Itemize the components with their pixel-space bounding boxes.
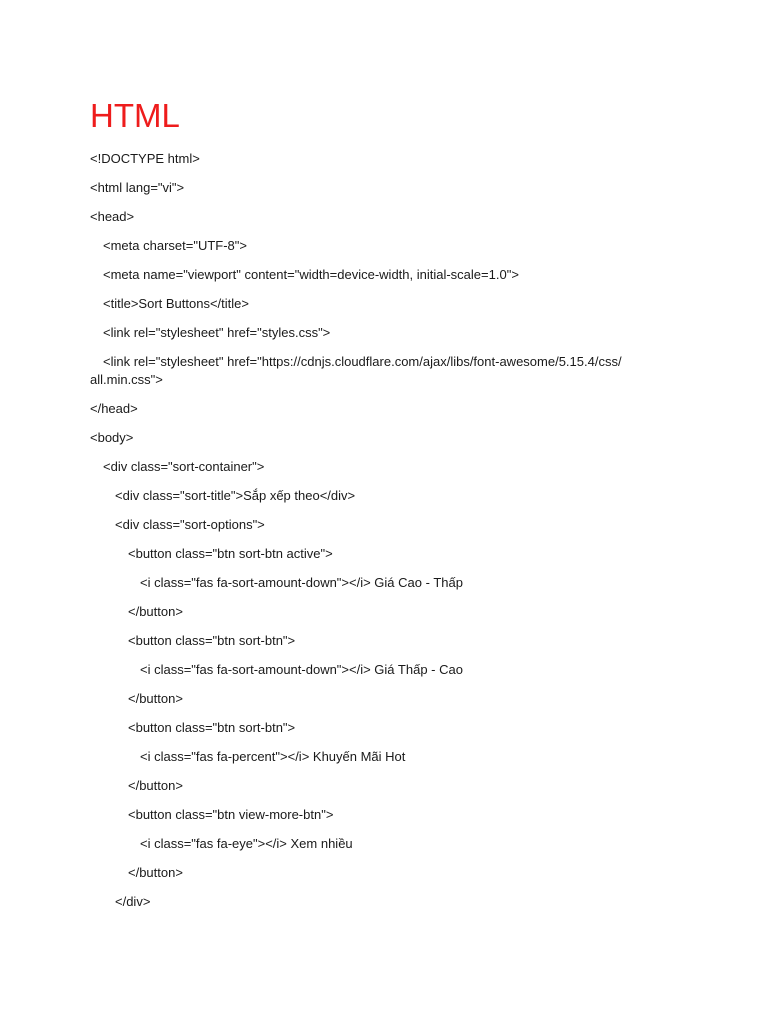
code-line: <i class="fas fa-sort-amount-down"></i> Giá Thấp - Cao: [140, 662, 463, 677]
code-line: <div class="sort-title">Sắp xếp theo</div>: [115, 488, 356, 503]
code-line: <html lang="vi">: [90, 180, 185, 195]
code-line: <i class="fas fa-sort-amount-down"></i> Giá Cao - Thấp: [140, 575, 463, 590]
code-line: <head>: [90, 209, 135, 224]
code-line: <meta charset="UTF-8">: [103, 238, 247, 253]
code-line: <link rel="stylesheet" href="https://cdnjs.cloudflare.com/ajax/libs/font-awesome/5.15.4/css/: [103, 354, 622, 369]
code-line: <title>Sort Buttons</title>: [103, 296, 249, 311]
document-heading: HTML: [90, 97, 180, 134]
code-line: </div>: [115, 894, 151, 909]
code-line: </button>: [128, 604, 183, 619]
code-line: </button>: [128, 865, 183, 880]
code-line: <meta name="viewport" content="width=device-width, initial-scale=1.0">: [103, 267, 519, 282]
code-line: <i class="fas fa-percent"></i> Khuyến Mãi Hot: [140, 749, 406, 764]
code-line: <button class="btn sort-btn">: [128, 720, 296, 735]
code-line: <!DOCTYPE html>: [90, 151, 200, 166]
code-line: <div class="sort-container">: [103, 459, 265, 474]
code-line: </button>: [128, 778, 183, 793]
code-line: <button class="btn view-more-btn">: [128, 807, 334, 822]
code-line-continued: all.min.css">: [90, 372, 163, 387]
code-listing: [90, 150, 650, 922]
code-line: <i class="fas fa-eye"></i> Xem nhiều: [140, 836, 353, 851]
code-line: <div class="sort-options">: [115, 517, 265, 532]
code-line: <body>: [90, 430, 134, 445]
code-line: <button class="btn sort-btn">: [128, 633, 296, 648]
code-line: <link rel="stylesheet" href="styles.css">: [103, 325, 331, 340]
code-line: <button class="btn sort-btn active">: [128, 546, 333, 561]
code-line: </button>: [128, 691, 183, 706]
code-line: </head>: [90, 401, 138, 416]
